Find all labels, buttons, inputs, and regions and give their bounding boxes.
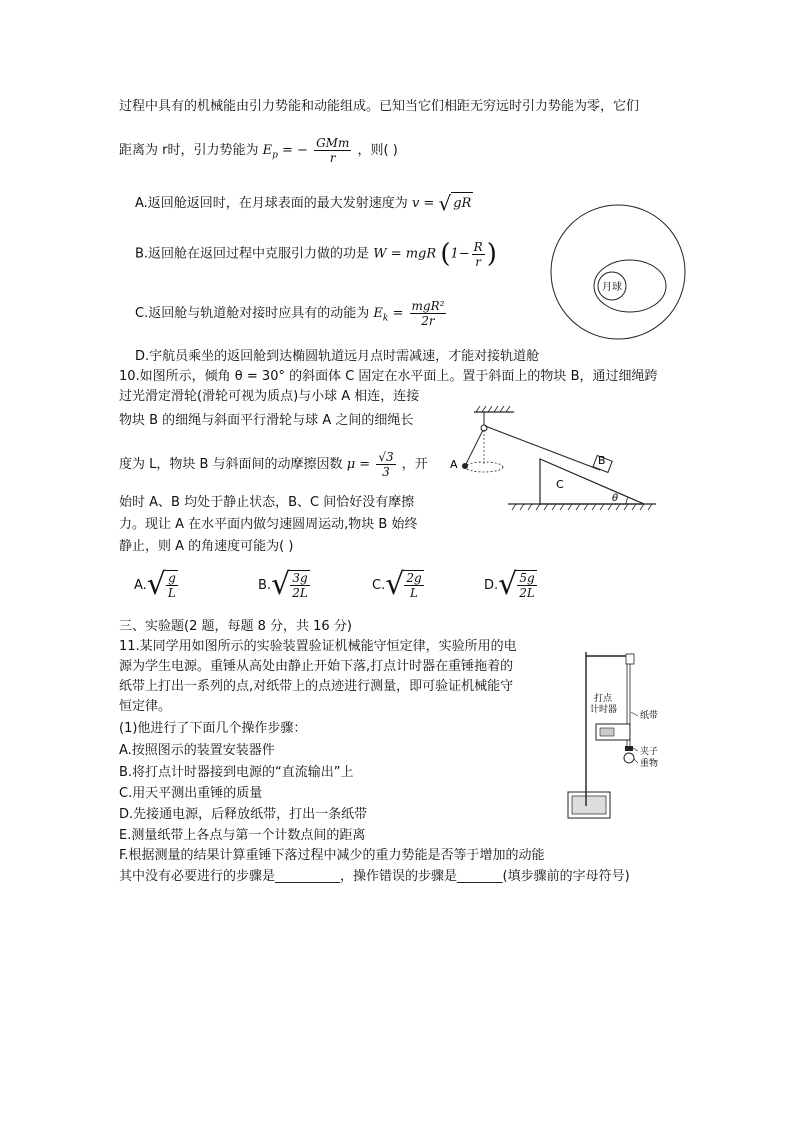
intro-line-1: 过程中具有的机械能由引力势能和动能组成。已知当它们相距无穷远时引力势能为零，它们	[119, 99, 640, 114]
rope-to-a	[466, 430, 483, 464]
moon-orbit-figure	[548, 202, 688, 342]
top-clamp	[626, 654, 634, 664]
incline-figure	[448, 404, 658, 520]
q10-line-5: 始时 A、B 均处于静止状态，B、C 间恰好没有摩擦	[119, 495, 415, 510]
heavy-weight	[624, 753, 634, 763]
q9-option-c	[135, 296, 448, 337]
q11-step-f: F.根据测量的结果计算重锤下落过程中减少的重力势能是否等于增加的动能	[119, 848, 545, 863]
base-plate	[572, 796, 606, 814]
q11-last-line: 其中没有必要进行的步骤是__________，操作错误的步骤是_______(填步骤前的字母符号)	[119, 869, 630, 884]
mu-fraction: $\frac{√3}{3}$	[378, 450, 394, 479]
q11-step-e: E.测量纸带上各点与第一个计数点间的距离	[119, 828, 366, 843]
tape-label: 纸带	[640, 711, 659, 721]
label-b: B	[598, 454, 606, 467]
ek-symbol: $E_k$	[373, 306, 389, 324]
q10-line-4-tail: ，开	[401, 457, 428, 472]
q10-option-d-label: D.	[484, 577, 499, 593]
weight-label: 重物	[640, 759, 659, 769]
q10-line-3: 物块 B 的细绳与斜面平行滑轮与球 A 之间的细绳长	[119, 413, 414, 428]
q10-option-d-sqrt: √ $\frac{5g}{2L}$	[498, 567, 535, 602]
q9-option-a	[135, 192, 473, 215]
q10-option-c	[372, 566, 424, 605]
q10-option-a-sqrt: √ $\frac{g}{L}$	[146, 567, 176, 602]
q9-option-c-fraction: $\frac{\text{mgR²}}{2r}$	[411, 299, 445, 328]
ceiling-hatch	[476, 406, 510, 412]
q9-option-b: B.返回舱在返回过程中克服引力做的功是 W = mgR (1− $\frac{R}{r}$ )	[135, 239, 497, 269]
q11-step-d: D.先接通电源，后释放纸带，打出一条纸带	[119, 807, 368, 822]
clip	[625, 746, 633, 751]
q9-option-b-fraction: $\frac{R}{r}$	[473, 239, 483, 269]
moon-label: 月球	[602, 282, 622, 293]
q11-step-b: B.将打点计时器接到电源的“直流输出”上	[119, 765, 354, 780]
ep-fraction: $\frac{\text{GMm}}{r}$	[316, 136, 350, 165]
q9-option-a-text: A.返回舱返回时，在月球表面的最大发射速度为	[135, 196, 408, 211]
intro-line-2-tail: ，则( )	[357, 143, 398, 158]
q10-line-1: 10.如图所示，倾角 θ = 30° 的斜面体 C 固定在水平面上。置于斜面上的物块 B，通过细绳跨	[119, 369, 658, 384]
q11-line-5: (1)他进行了下面几个操作步骤：	[119, 721, 307, 736]
q11-step-a: A.按照图示的装置安装器件	[119, 743, 275, 758]
ep-eq: = −	[282, 143, 308, 158]
q10-option-c-label: C.	[372, 577, 386, 593]
q10-option-a	[134, 566, 178, 605]
q10-line-4-text: 度为 L，物块 B 与斜面间的动摩擦因数	[119, 457, 343, 472]
q11-line-2: 源为学生电源。重锤从高处由静止开始下落,打点计时器在重锤拖着的	[119, 659, 514, 674]
q10-option-b	[258, 566, 310, 605]
clip-label: 夹子	[640, 747, 659, 757]
q9-option-c-text: C.返回舱与轨道舱对接时应具有的动能为	[135, 306, 370, 321]
label-a: A	[450, 458, 458, 471]
q11-step-c: C.用天平测出重锤的质量	[119, 786, 263, 801]
q11-line-3: 纸带上打出一系列的点,对纸带上的点迹进行测量，即可验证机械能守	[119, 679, 514, 694]
q9-option-d: D.宇航员乘坐的返回舱到达椭圆轨道远月点时需减速，才能对接轨道舱	[135, 349, 540, 364]
label-theta: θ	[612, 493, 619, 504]
q10-option-d	[484, 566, 537, 605]
q9-option-b-one: 1−	[450, 246, 470, 262]
q10-option-b-label: B.	[258, 577, 272, 593]
mu-symbol: μ =	[346, 457, 371, 472]
q9-option-a-sqrt: √ gR	[438, 191, 472, 216]
q10-line-6: 力。现让 A 在水平面内做匀速圆周运动,物块 B 始终	[119, 517, 418, 532]
circular-orbit	[551, 205, 685, 339]
q9-option-a-v: v =	[411, 196, 435, 211]
timer-label-2: 计时器	[590, 705, 618, 715]
apparatus-figure	[556, 646, 674, 834]
timer-label-1: 打点	[594, 694, 613, 704]
q9-option-b-w: W = mgR	[373, 246, 437, 262]
q10-option-b-sqrt: √ $\frac{3g}{2L}$	[271, 567, 308, 602]
ep-symbol: $E_p$	[262, 143, 278, 161]
intro-line-2	[119, 136, 398, 171]
q10-line-4	[119, 448, 428, 482]
q11-line-4: 恒定律。	[119, 699, 172, 714]
ground-hatch	[512, 504, 652, 510]
q10-line-7: 静止，则 A 的角速度可能为( )	[119, 539, 294, 554]
q9-option-c-eq: =	[392, 306, 404, 321]
q10-line-2: 过光滑定滑轮(滑轮可视为质点)与小球 A 相连，连接	[119, 389, 420, 404]
q10-option-a-label: A.	[134, 577, 147, 593]
ball-a	[462, 463, 468, 469]
q10-option-c-sqrt: √ $\frac{2g}{L}$	[385, 567, 422, 602]
intro-line-2-text: 距离为 r时，引力势能为	[119, 143, 259, 158]
q9-option-b-text: B.返回舱在返回过程中克服引力做的功是	[135, 246, 370, 262]
label-c: C	[556, 478, 564, 491]
section-3-heading: 三、实验题(2 题，每题 8 分，共 16 分)	[119, 619, 352, 634]
q11-line-1: 11.某同学用如图所示的实验装置验证机械能守恒定律，实验所用的电	[119, 639, 517, 654]
